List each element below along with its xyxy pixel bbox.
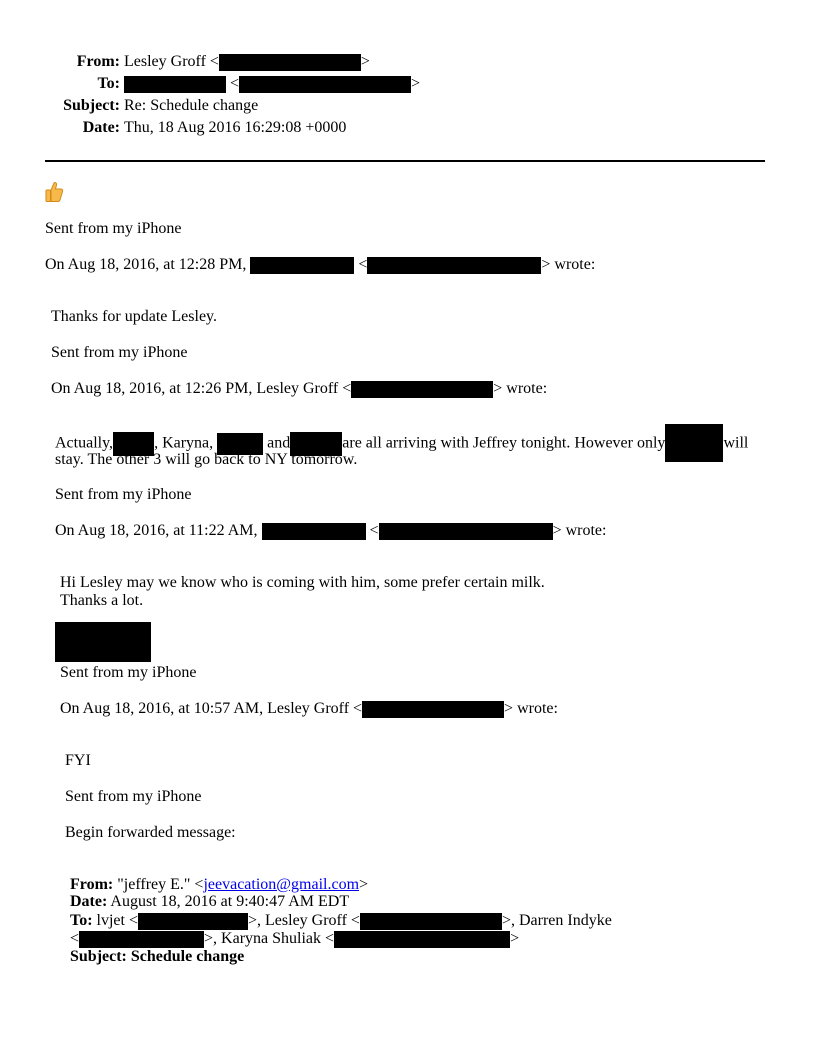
fwd-to-text: > <box>510 930 520 947</box>
redaction <box>351 381 493 398</box>
header-divider <box>45 160 765 162</box>
redacted-signature <box>55 622 151 662</box>
redaction <box>219 54 361 71</box>
body-text: and <box>263 434 291 452</box>
sent-from-iphone: Sent from my iPhone <box>55 486 192 503</box>
fwd-to-text: >, Karyna Shuliak < <box>204 930 335 947</box>
redaction <box>262 523 366 540</box>
fwd-from-close: > <box>359 876 369 893</box>
redaction <box>367 257 541 274</box>
redaction <box>360 913 502 930</box>
reply-attribution <box>60 700 558 718</box>
fwd-to-text: >, Darren Indyke <box>501 912 612 929</box>
fwd-date-value: August 18, 2016 at 9:40:47 AM EDT <box>107 893 350 910</box>
forwarded-subject <box>70 948 244 966</box>
header-subject-row <box>0 97 258 115</box>
sent-from-iphone: Sent from my iPhone <box>45 220 182 237</box>
subject-value: Re: Schedule change <box>124 97 259 114</box>
message-body: FYI <box>65 752 91 769</box>
date-label: Date: <box>82 119 120 136</box>
header-to-row <box>0 75 420 93</box>
fwd-date-label: Date: <box>70 893 108 910</box>
redaction <box>239 76 411 93</box>
attribution-text: > wrote: <box>552 522 607 539</box>
reply-attribution <box>45 256 595 274</box>
fwd-to-text: >, Lesley Groff < <box>248 912 360 929</box>
from-close: > <box>360 53 370 70</box>
attribution-text: > wrote: <box>493 380 548 397</box>
body-text: , Karyna, <box>154 434 214 452</box>
attribution-text: On Aug 18, 2016, at 10:57 AM, Lesley Groff < <box>60 700 363 717</box>
reply-attribution <box>55 522 606 540</box>
forwarded-to-row <box>70 912 612 930</box>
header-from-row <box>0 53 370 71</box>
redaction <box>362 701 504 718</box>
attribution-text: On Aug 18, 2016, at 12:26 PM, Lesley Groff < <box>51 380 352 397</box>
forwarded-message-intro: Begin forwarded message: <box>65 824 236 841</box>
body-text: Actually, <box>55 434 114 452</box>
header-date-row <box>0 119 346 137</box>
redaction <box>379 523 553 540</box>
thumbs-up-icon <box>44 181 64 208</box>
fwd-to-text: lvjet < <box>92 912 138 929</box>
message-body: Thanks a lot. <box>60 592 144 609</box>
body-text: are all arriving with Jeffrey tonight. However only <box>342 434 666 452</box>
fwd-subject-label: Subject: Schedule change <box>70 948 245 965</box>
redaction <box>665 424 723 462</box>
fwd-to-label: To: <box>70 912 93 929</box>
reply-attribution <box>51 380 547 398</box>
redaction <box>124 76 226 93</box>
forwarded-to-row-2 <box>70 930 519 948</box>
message-body: stay. The other 3 will go back to NY tomorrow. <box>55 451 358 468</box>
sent-from-iphone: Sent from my iPhone <box>51 344 188 361</box>
date-value: Thu, 18 Aug 2016 16:29:08 +0000 <box>124 119 347 136</box>
attribution-text: < <box>365 522 379 539</box>
from-name: Lesley Groff < <box>124 53 219 70</box>
attribution-text: < <box>354 256 368 273</box>
forwarded-from-row <box>70 876 368 894</box>
redaction <box>250 257 354 274</box>
attribution-text: > wrote: <box>541 256 596 273</box>
to-close: > <box>411 75 421 92</box>
attribution-text: > wrote: <box>504 700 558 717</box>
from-label: From: <box>76 53 120 70</box>
attribution-text: On Aug 18, 2016, at 12:28 PM, <box>45 256 247 273</box>
attribution-text: On Aug 18, 2016, at 11:22 AM, <box>55 522 258 539</box>
redaction <box>334 931 510 948</box>
body-text: will <box>723 434 749 452</box>
to-open: < <box>226 75 240 92</box>
to-label: To: <box>97 75 120 92</box>
sender-email-link[interactable]: jeevacation@gmail.com <box>203 876 360 893</box>
message-body: Thanks for update Lesley. <box>51 308 218 325</box>
sent-from-iphone: Sent from my iPhone <box>60 664 197 681</box>
redaction <box>138 913 248 930</box>
fwd-from-label: From: <box>70 876 114 893</box>
subject-label: Subject: <box>63 97 120 114</box>
redaction <box>79 931 204 948</box>
forwarded-date-row <box>70 893 349 911</box>
sent-from-iphone: Sent from my iPhone <box>65 788 202 805</box>
fwd-from-text: "jeffrey E." < <box>113 876 204 893</box>
message-body: Hi Lesley may we know who is coming with him, some prefer certain milk. <box>60 574 545 591</box>
fwd-to-text: < <box>70 930 80 947</box>
